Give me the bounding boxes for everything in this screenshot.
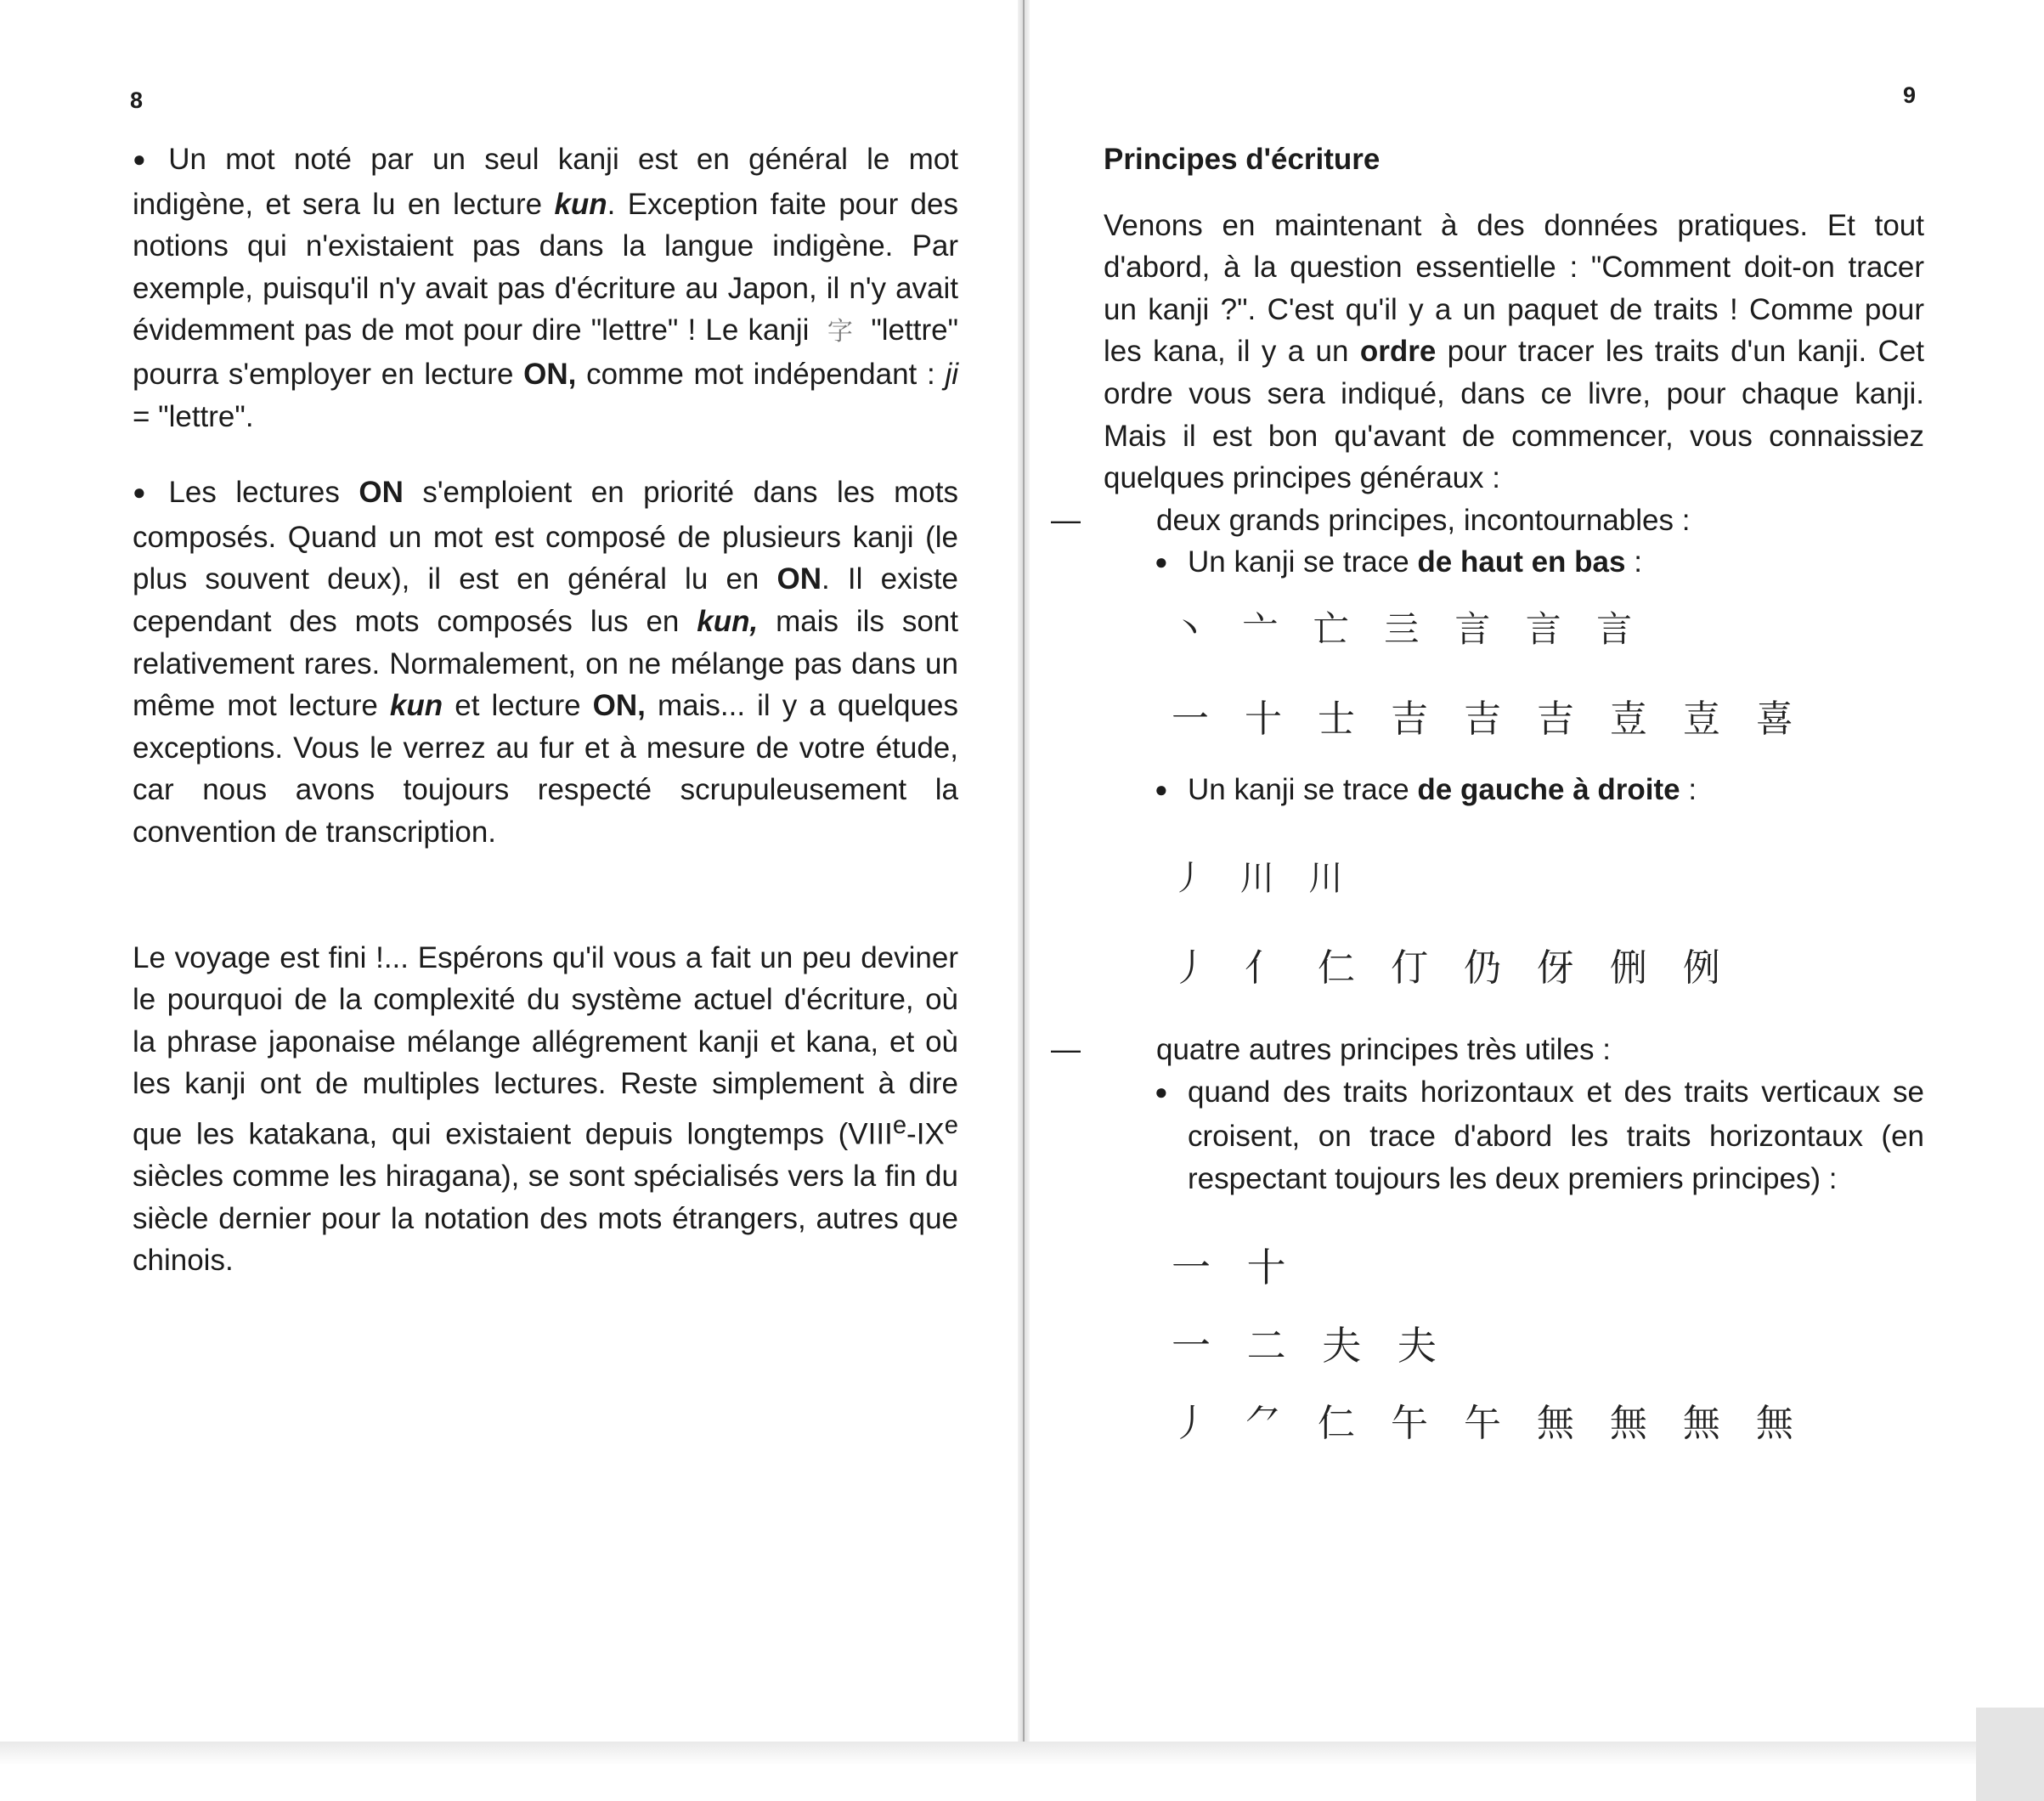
- emphasis-kun: kun,: [697, 604, 759, 638]
- text-run: -IX: [906, 1117, 945, 1151]
- section-heading: Principes d'écriture: [1104, 143, 1381, 176]
- emphasis-kun: kun: [554, 187, 607, 221]
- stroke-order-mu: 丿 ⺈ 仁 午 午 無 無 無 無: [1172, 1402, 1805, 1446]
- principle-top-to-bottom: [1104, 541, 1924, 586]
- page-bottom-edge: [0, 1742, 2044, 1801]
- text-run: Le voyage est fini !... Espérons qu'il vous a fait un peu deviner le pourquoi de la complexité du système actuel d'écriture, où la phrase japonaise mélange allégrement kanji et kana, et où les kanji ont de multiples lectures. Reste simplement à dire que les katakana, qui existaient depuis longtemps (VIII: [133, 940, 958, 1151]
- inline-kanji-ji: 字: [826, 317, 855, 347]
- text-run: pour tracer les traits d'un kanji. Cet ordre vous sera indiqué, dans ce livre, pour chaque kanji. Mais il est bon qu'avant de commencer, vous connaissiez quelques principes généraux :: [1104, 335, 1925, 495]
- stroke-order-ju: 一 十: [1172, 1245, 1298, 1291]
- emphasis-on: ON: [359, 476, 404, 510]
- emphasis-on: ON,: [523, 357, 577, 391]
- text-run: . Exception faite pour des notions qui n'existaient pas dans la langue indigène. Par exemple, puisqu'il n'y avait pas d'écriture au Japon, il n'y avait évidemment pas de mot pour dire "lettre" ! Le kanji: [133, 187, 958, 347]
- reading-ji: ji: [945, 357, 958, 391]
- paragraph-single-kanji: [133, 138, 958, 438]
- page-corner-shadow: [1976, 1708, 2044, 1801]
- text-run: Venons en maintenant à des données pratiques. Et tout d'abord, à la question essentielle : "Comment doit-on tracer un kanji ?". C'est qu'il y a un paquet de traits ! Comme pour les kana, il y a un: [1104, 208, 1924, 369]
- stroke-order-rei: 丿 亻 仁 仃 仍 伢 侀 例: [1172, 946, 1732, 991]
- right-page-column: [1051, 138, 1925, 1446]
- superscript: e: [892, 1111, 907, 1139]
- text-run: Un kanji se trace: [1188, 773, 1418, 807]
- stroke-order-ki: 一 十 士 吉 吉 吉 壴 壴 喜: [1172, 697, 1805, 741]
- text-run: "lettre" pourra s'employer en lecture: [133, 313, 959, 391]
- emphasis-on: ON,: [592, 689, 646, 723]
- superscript: e: [944, 1111, 958, 1139]
- text-run: mais ils sont relativement rares. Normalement, on ne mélange pas dans un même mot lecture: [133, 604, 958, 723]
- text-run: = "lettre".: [133, 399, 254, 433]
- paragraph-on-readings: [133, 471, 958, 853]
- paragraph-intro: [1104, 205, 1924, 500]
- paragraph-voyage-fini: [133, 937, 958, 1282]
- emphasis-bold: de haut en bas: [1417, 545, 1626, 579]
- emphasis-ordre: ordre: [1359, 335, 1437, 369]
- principle-horizontal-first: ● quand des traits horizontaux et des traits verticaux se croisent, on trace d'abord les traits horizontaux (en respectant toujours les deux premiers principes) :: [1104, 1071, 1924, 1200]
- text-run: Les lectures: [168, 476, 359, 510]
- text-run: s'emploient en priorité dans les mots composés. Quand un mot est composé de plusieurs kanji (le plus souvent deux), il est en général lu en: [133, 476, 958, 596]
- text-run: et lecture: [443, 689, 593, 723]
- text-run: :: [1680, 773, 1697, 807]
- emphasis-on: ON: [776, 562, 822, 596]
- text-run: :: [1625, 545, 1642, 579]
- left-page-number: 8: [130, 88, 144, 113]
- text-run: Un kanji se trace: [1188, 545, 1418, 579]
- text-run: mais... il y a quelques exceptions. Vous le verrez au fur et à mesure de votre étude, car nous avons toujours respecté scrupuleusement la convention de transcription.: [133, 689, 958, 849]
- dash-item-four-principles: — quatre autres principes très utiles :: [1051, 1032, 1611, 1066]
- stroke-order-otto: 一 二 夫 夫: [1172, 1322, 1448, 1369]
- dash-item-two-principles: — deux grands principes, incontournables :: [1051, 503, 1691, 537]
- principle-left-to-right: [1104, 769, 1924, 814]
- right-page-number: 9: [1903, 82, 1917, 108]
- stroke-order-gen: 丶 亠 亡 亖 言 言 言: [1172, 607, 1645, 650]
- text-run: deux grands principes, incontournables :: [1156, 503, 1691, 537]
- text-run: siècles comme les hiragana), se sont spécialisés vers la fin du siècle dernier pour la notation des mots étrangers, autres que chinois.: [133, 1160, 958, 1278]
- text-run: . Il existe cependant des mots composés lus en: [133, 562, 959, 638]
- emphasis-kun: kun: [389, 689, 443, 723]
- text-run: comme mot indépendant :: [576, 357, 946, 391]
- text-run: quatre autres principes très utiles :: [1156, 1032, 1611, 1066]
- left-page-column: [133, 138, 958, 1282]
- stroke-order-kawa: 丿 川 川: [1172, 858, 1355, 898]
- emphasis-bold: de gauche à droite: [1417, 773, 1680, 807]
- text-run: Un mot noté par un seul kanji est en général le mot indigène, et sera lu en lecture: [133, 143, 958, 221]
- book-gutter-line: [1023, 0, 1025, 1750]
